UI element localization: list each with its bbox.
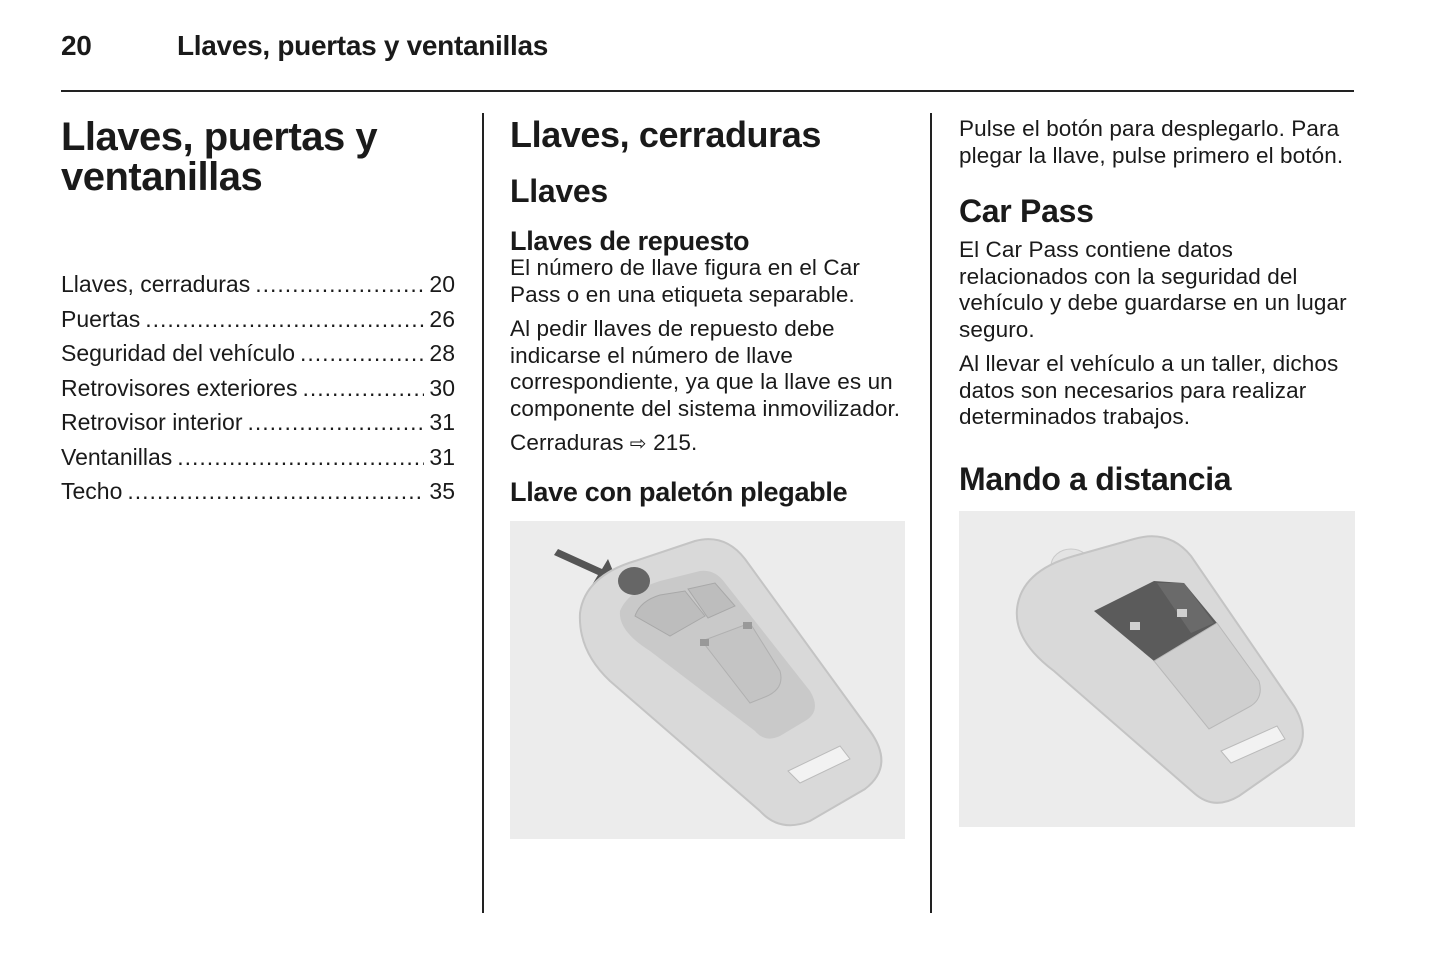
chapter-title-line2: ventanillas xyxy=(61,155,263,199)
reference-arrow-icon: ⇨ xyxy=(629,431,647,455)
toc-page: 31 xyxy=(429,409,455,435)
middle-column xyxy=(510,113,905,839)
toc-entry[interactable] xyxy=(61,336,455,371)
toc-page: 28 xyxy=(429,340,455,366)
toc-leader xyxy=(255,267,424,302)
remote-control-illustration xyxy=(959,511,1355,827)
toc-label: Seguridad del vehículo xyxy=(61,340,295,366)
folding-key-illustration xyxy=(510,521,905,839)
heading-folding-key: Llave con paletón plegable xyxy=(510,476,848,507)
toc-page: 26 xyxy=(429,305,455,332)
toc-page: 35 xyxy=(429,478,455,504)
toc-entry[interactable] xyxy=(61,440,455,475)
toc-label: Retrovisores exteriores xyxy=(61,374,298,401)
paragraph: El Car Pass contiene datos relacionados con la seguridad del vehículo y debe guardarse en un lugar seguro. xyxy=(959,237,1347,342)
chapter-title xyxy=(61,117,455,197)
cross-reference[interactable] xyxy=(510,430,905,457)
toc-page: 30 xyxy=(429,374,455,401)
subsection-heading-keys: Llaves xyxy=(510,173,608,209)
toc-leader xyxy=(145,302,424,337)
toc-leader xyxy=(302,371,424,406)
section-heading-keys-locks: Llaves, cerraduras xyxy=(510,114,821,155)
reference-page: 215. xyxy=(653,430,698,455)
toc-leader xyxy=(300,336,424,371)
paragraph: El número de llave figura en el Car Pass o en una etiqueta separable. xyxy=(510,255,860,307)
chapter-title-line1: Llaves, puertas y xyxy=(61,115,378,159)
toc-page: 20 xyxy=(429,271,455,297)
table-of-contents xyxy=(61,267,455,509)
heading-remote-control: Mando a distancia xyxy=(959,460,1232,497)
toc-leader xyxy=(248,405,425,440)
remote-key-fob-icon xyxy=(959,511,1355,827)
toc-entry[interactable] xyxy=(61,302,455,337)
column-divider-2 xyxy=(930,113,932,913)
page-number: 20 xyxy=(61,30,92,61)
toc-entry[interactable] xyxy=(61,474,455,509)
paragraph: Al pedir llaves de repuesto debe indicarse el número de llave correspondiente, ya que la llave es un componente del sistema inmovilizador. xyxy=(510,316,901,421)
toc-label: Llaves, cerraduras xyxy=(61,271,251,297)
page-header xyxy=(61,30,548,62)
heading-spare-keys: Llaves de repuesto xyxy=(510,226,750,256)
toc-page: 31 xyxy=(429,443,455,470)
toc-entry[interactable] xyxy=(61,267,455,302)
reference-label: Cerraduras xyxy=(510,430,624,455)
right-column xyxy=(959,113,1355,827)
heading-car-pass: Car Pass xyxy=(959,193,1094,229)
paragraph: Pulse el botón para desplegarlo. Para plegar la llave, pulse primero el botón. xyxy=(959,116,1344,168)
toc-label: Retrovisor interior xyxy=(61,409,243,435)
toc-label: Techo xyxy=(61,478,123,504)
column-divider-1 xyxy=(482,113,484,913)
left-column xyxy=(61,113,455,509)
header-rule xyxy=(61,90,1354,92)
toc-entry[interactable] xyxy=(61,405,455,440)
toc-entry[interactable] xyxy=(61,371,455,406)
toc-leader xyxy=(177,440,424,475)
key-fob-icon xyxy=(510,521,905,839)
toc-leader xyxy=(127,474,424,509)
running-title: Llaves, puertas y ventanillas xyxy=(177,30,549,61)
paragraph: Al llevar el vehículo a un taller, dichos datos son necesarios para realizar determinados trabajos. xyxy=(959,351,1339,429)
toc-label: Ventanillas xyxy=(61,443,173,470)
toc-label: Puertas xyxy=(61,305,141,332)
